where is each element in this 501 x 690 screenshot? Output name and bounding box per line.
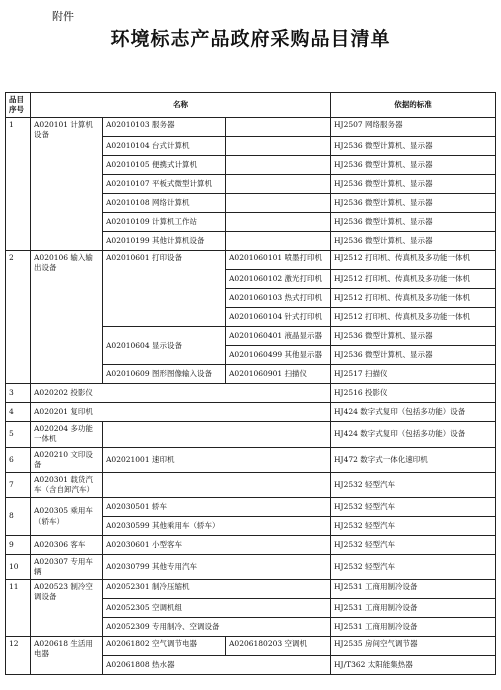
product-cell: A0201060401 液晶显示器	[226, 327, 331, 346]
header-standard: 依据的标准	[331, 93, 496, 118]
table-row	[6, 498, 496, 517]
category-cell: A020618 生活用电器	[31, 637, 103, 675]
subcategory-cell: A02030601 小型客车	[103, 536, 331, 555]
product-cell	[226, 137, 331, 156]
subcategory-cell: A02010103 服务器	[103, 118, 226, 137]
standard-cell: HJ2531 工商用制冷设备	[331, 599, 496, 618]
item-number: 5	[6, 422, 31, 447]
category-cell: A020301 载货汽车（含自卸汽车）	[31, 472, 103, 497]
subcategory-cell: A02030501 轿车	[103, 498, 331, 517]
table-row	[6, 251, 496, 270]
item-number: 2	[6, 251, 31, 384]
item-number: 11	[6, 580, 31, 637]
subcategory-cell: A02030799 其他专用汽车	[103, 555, 331, 580]
category-cell: A020201 复印机	[31, 403, 331, 422]
standard-cell: HJ/T362 太阳能集热器	[331, 656, 496, 675]
standard-cell: HJ2512 打印机、传真机及多功能一体机	[331, 251, 496, 270]
standard-cell: HJ2512 打印机、传真机及多功能一体机	[331, 308, 496, 327]
product-cell	[226, 175, 331, 194]
standard-cell: HJ2516 投影仪	[331, 384, 496, 403]
subcategory-cell: A02010601 打印设备	[103, 251, 226, 327]
standard-cell: HJ2535 房间空气调节器	[331, 637, 496, 656]
table-row	[6, 384, 496, 403]
subcategory-cell: A02052301 制冷压缩机	[103, 580, 331, 599]
subcategory-cell: A02010108 网络计算机	[103, 194, 226, 213]
product-cell	[226, 118, 331, 137]
page-title: 环境标志产品政府采购品目清单	[110, 28, 391, 50]
subcategory-cell: A02052305 空调机组	[103, 599, 331, 618]
standard-cell: HJ2512 打印机、传真机及多功能一体机	[331, 289, 496, 308]
table-row	[6, 580, 496, 599]
subcategory-cell: A02010604 显示设备	[103, 327, 226, 365]
standard-cell: HJ2536 微型计算机、显示器	[331, 156, 496, 175]
category-cell: A020305 乘用车（轿车）	[31, 498, 103, 536]
item-number: 4	[6, 403, 31, 422]
subcategory-cell: A02010107 平板式微型计算机	[103, 175, 226, 194]
standard-cell: HJ2532 轻型汽车	[331, 517, 496, 536]
product-cell	[226, 213, 331, 232]
product-cell: A0201060101 喷墨打印机	[226, 251, 331, 270]
header-name: 名称	[31, 93, 331, 118]
product-cell: A0201060499 其他显示器	[226, 346, 331, 365]
standard-cell: HJ2532 轻型汽车	[331, 498, 496, 517]
standard-cell: HJ2536 微型计算机、显示器	[331, 327, 496, 346]
standard-cell: HJ2536 微型计算机、显示器	[331, 346, 496, 365]
item-number: 3	[6, 384, 31, 403]
category-cell: A020210 文印设备	[31, 447, 103, 472]
subcategory-cell: A02061802 空气调节电器	[103, 637, 226, 656]
product-cell	[226, 156, 331, 175]
category-cell: A020523 制冷空调设备	[31, 580, 103, 637]
standard-cell: HJ2536 微型计算机、显示器	[331, 175, 496, 194]
standard-cell: HJ2536 微型计算机、显示器	[331, 194, 496, 213]
standard-cell: HJ2536 微型计算机、显示器	[331, 213, 496, 232]
item-number: 1	[6, 118, 31, 251]
table-row	[6, 536, 496, 555]
subcategory-cell: A02010105 便携式计算机	[103, 156, 226, 175]
product-cell: A0201060103 热式打印机	[226, 289, 331, 308]
category-cell: A020202 投影仪	[31, 384, 331, 403]
item-number: 9	[6, 536, 31, 555]
procurement-catalog-table	[5, 92, 496, 675]
standard-cell: HJ2532 轻型汽车	[331, 536, 496, 555]
standard-cell: HJ2532 轻型汽车	[331, 555, 496, 580]
subcategory-cell: A02010109 计算机工作站	[103, 213, 226, 232]
subcategory-cell	[103, 472, 331, 497]
category-cell: A020306 客车	[31, 536, 103, 555]
subcategory-cell: A02010609 图形图像输入设备	[103, 365, 226, 384]
standard-cell: HJ424 数字式复印（包括多功能）设备	[331, 403, 496, 422]
standard-cell: HJ2532 轻型汽车	[331, 472, 496, 497]
item-number: 8	[6, 498, 31, 536]
item-number: 10	[6, 555, 31, 580]
standard-cell: HJ2536 微型计算机、显示器	[331, 232, 496, 251]
category-cell: A020106 输入输出设备	[31, 251, 103, 384]
standard-cell: HJ2517 扫描仪	[331, 365, 496, 384]
table-row	[6, 555, 496, 580]
standard-cell: HJ424 数字式复印（包括多功能）设备	[331, 422, 496, 447]
header-item-number: 品目序号	[6, 93, 31, 118]
subcategory-cell: A02030599 其他乘用车（轿车）	[103, 517, 331, 536]
product-cell: A0206180203 空调机	[226, 637, 331, 656]
standard-cell: HJ2531 工商用制冷设备	[331, 618, 496, 637]
item-number: 7	[6, 472, 31, 497]
standard-cell: HJ2536 微型计算机、显示器	[331, 137, 496, 156]
table-row	[6, 637, 496, 656]
subcategory-cell	[103, 422, 331, 447]
category-cell: A020101 计算机设备	[31, 118, 103, 251]
subcategory-cell: A02010104 台式计算机	[103, 137, 226, 156]
standard-cell: HJ2531 工商用制冷设备	[331, 580, 496, 599]
category-cell: A020204 多功能一体机	[31, 422, 103, 447]
attachment-label: 附件	[52, 10, 74, 23]
subcategory-cell: A02021001 速印机	[103, 447, 331, 472]
product-cell	[226, 194, 331, 213]
product-cell: A0201060104 针式打印机	[226, 308, 331, 327]
category-cell: A020307 专用车辆	[31, 555, 103, 580]
standard-cell: HJ472 数字式一体化速印机	[331, 447, 496, 472]
subcategory-cell: A02010199 其他计算机设备	[103, 232, 226, 251]
standard-cell: HJ2507 网络服务器	[331, 118, 496, 137]
table-row	[6, 472, 496, 497]
item-number: 6	[6, 447, 31, 472]
table-row	[6, 422, 496, 447]
table-row	[6, 447, 496, 472]
standard-cell: HJ2512 打印机、传真机及多功能一体机	[331, 270, 496, 289]
item-number: 12	[6, 637, 31, 675]
subcategory-cell: A02052309 专用制冷、空调设备	[103, 618, 331, 637]
header-row	[6, 93, 496, 118]
product-cell: A0201060901 扫描仪	[226, 365, 331, 384]
table-row	[6, 118, 496, 137]
product-cell: A0201060102 激光打印机	[226, 270, 331, 289]
subcategory-cell: A02061808 热水器	[103, 656, 331, 675]
table-row	[6, 403, 496, 422]
product-cell	[226, 232, 331, 251]
